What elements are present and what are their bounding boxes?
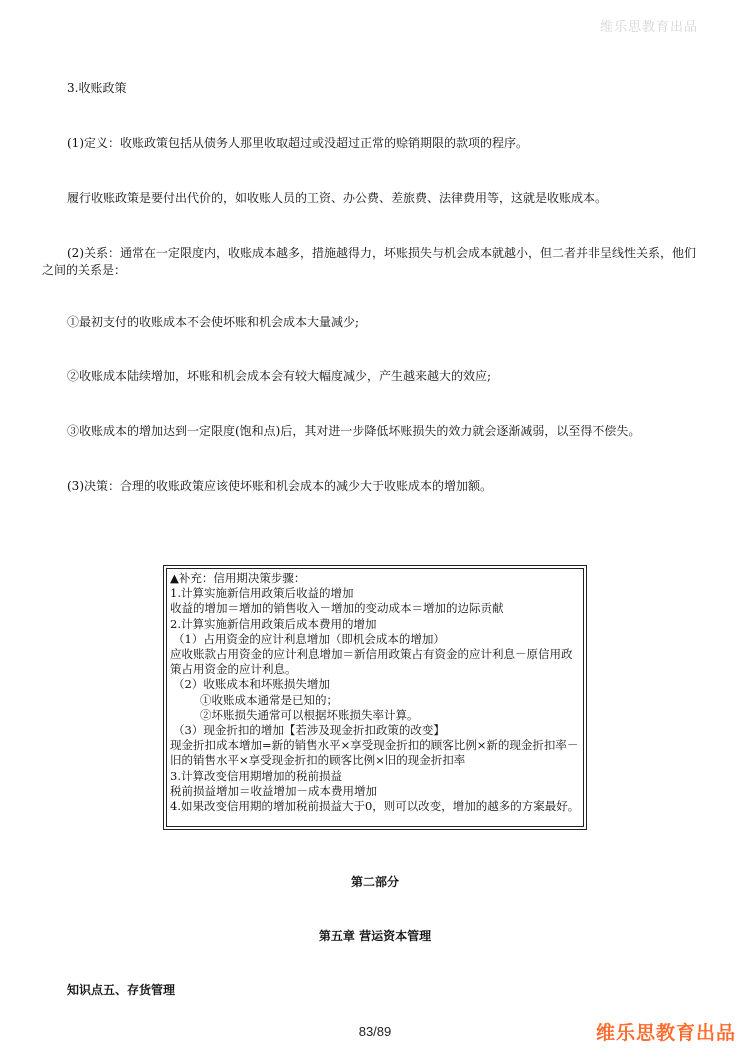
point-two: ②收账成本陆续增加，坏账和机会成本会有较大幅度减少，产生越来越大的效应;: [67, 369, 492, 383]
box-line: （3）现金折扣的增加【若涉及现金折扣政策的改变】: [173, 723, 445, 738]
box-line: （2）收账成本和坏账损失增加: [173, 677, 330, 692]
box-line: 2.计算实施新信用政策后成本费用的增加: [170, 616, 377, 631]
cost-paragraph: 履行收账政策是要付出代价的，如收账人员的工资、办公费、差旅费、法律费用等，这就是收账成本。: [67, 191, 608, 205]
box-line: （1）占用资金的应计利息增加（即机会成本的增加）: [173, 631, 445, 646]
watermark-top: 维乐思教育出品: [599, 20, 698, 35]
brand-logo: 维乐思教育出品: [595, 1022, 736, 1044]
box-line: 应收账款占用资金的应计利息增加＝新信用政策占有资金的应计利息－原信用政策占用资金的应计利息。: [170, 647, 573, 677]
chapter-heading: 第五章 营运资本管理: [318, 929, 432, 943]
point-three: ③收账成本的增加达到一定限度(饱和点)后，其对进一步降低坏账损失的效力就会逐渐减弱，以至得不偿失。: [67, 424, 641, 438]
box-line: 4.如果改变信用期的增加税前损益大于0，则可以改变，增加的越多的方案最好。: [170, 799, 580, 814]
box-line: 收益的增加＝增加的销售收入－增加的变动成本＝增加的边际贡献: [170, 601, 504, 616]
knowledge-heading: 知识点五、存货管理: [67, 983, 176, 997]
box-line: 现金折扣成本增加=新的销售水平×享受现金折扣的顾客比例×新的现金折扣率－旧的销售水平×享受现金折扣的顾客比例×旧的现金折扣率: [170, 738, 579, 768]
supplement-box: [163, 565, 587, 830]
definition-paragraph: (1)定义：收账政策包括从债务人那里收取超过或没超过正常的赊销期限的款项的程序。: [67, 136, 529, 150]
point-one: ①最初支付的收账成本不会使坏账和机会成本大量减少;: [67, 315, 360, 329]
relationship-paragraph: (2)关系：通常在一定限度内，收账成本越多，措施越得力，坏账损失与机会成本就越小，但二者并非呈线性关系，他们之间的关系是：: [42, 246, 697, 277]
section-title: 3.收账政策: [67, 81, 127, 95]
box-line: ②坏账损失通常可以根据坏账损失率计算。: [200, 707, 419, 722]
box-line: 3.计算改变信用期增加的税前损益: [170, 768, 342, 783]
page-number: 83/89: [358, 1024, 392, 1039]
supplement-box-content: [166, 568, 584, 827]
box-line: ▲补充：信用期决策步骤：: [170, 571, 306, 585]
part-heading: 第二部分: [350, 875, 399, 889]
box-line: ①收账成本通常是已知的；: [200, 692, 338, 707]
decision-paragraph: (3)决策：合理的收账政策应该使坏账和机会成本的减少大于收账成本的增加额。: [67, 479, 493, 493]
box-line: 税前损益增加＝收益增加－成本费用增加: [170, 783, 377, 798]
box-line: 1.计算实施新信用政策后收益的增加: [170, 586, 354, 601]
